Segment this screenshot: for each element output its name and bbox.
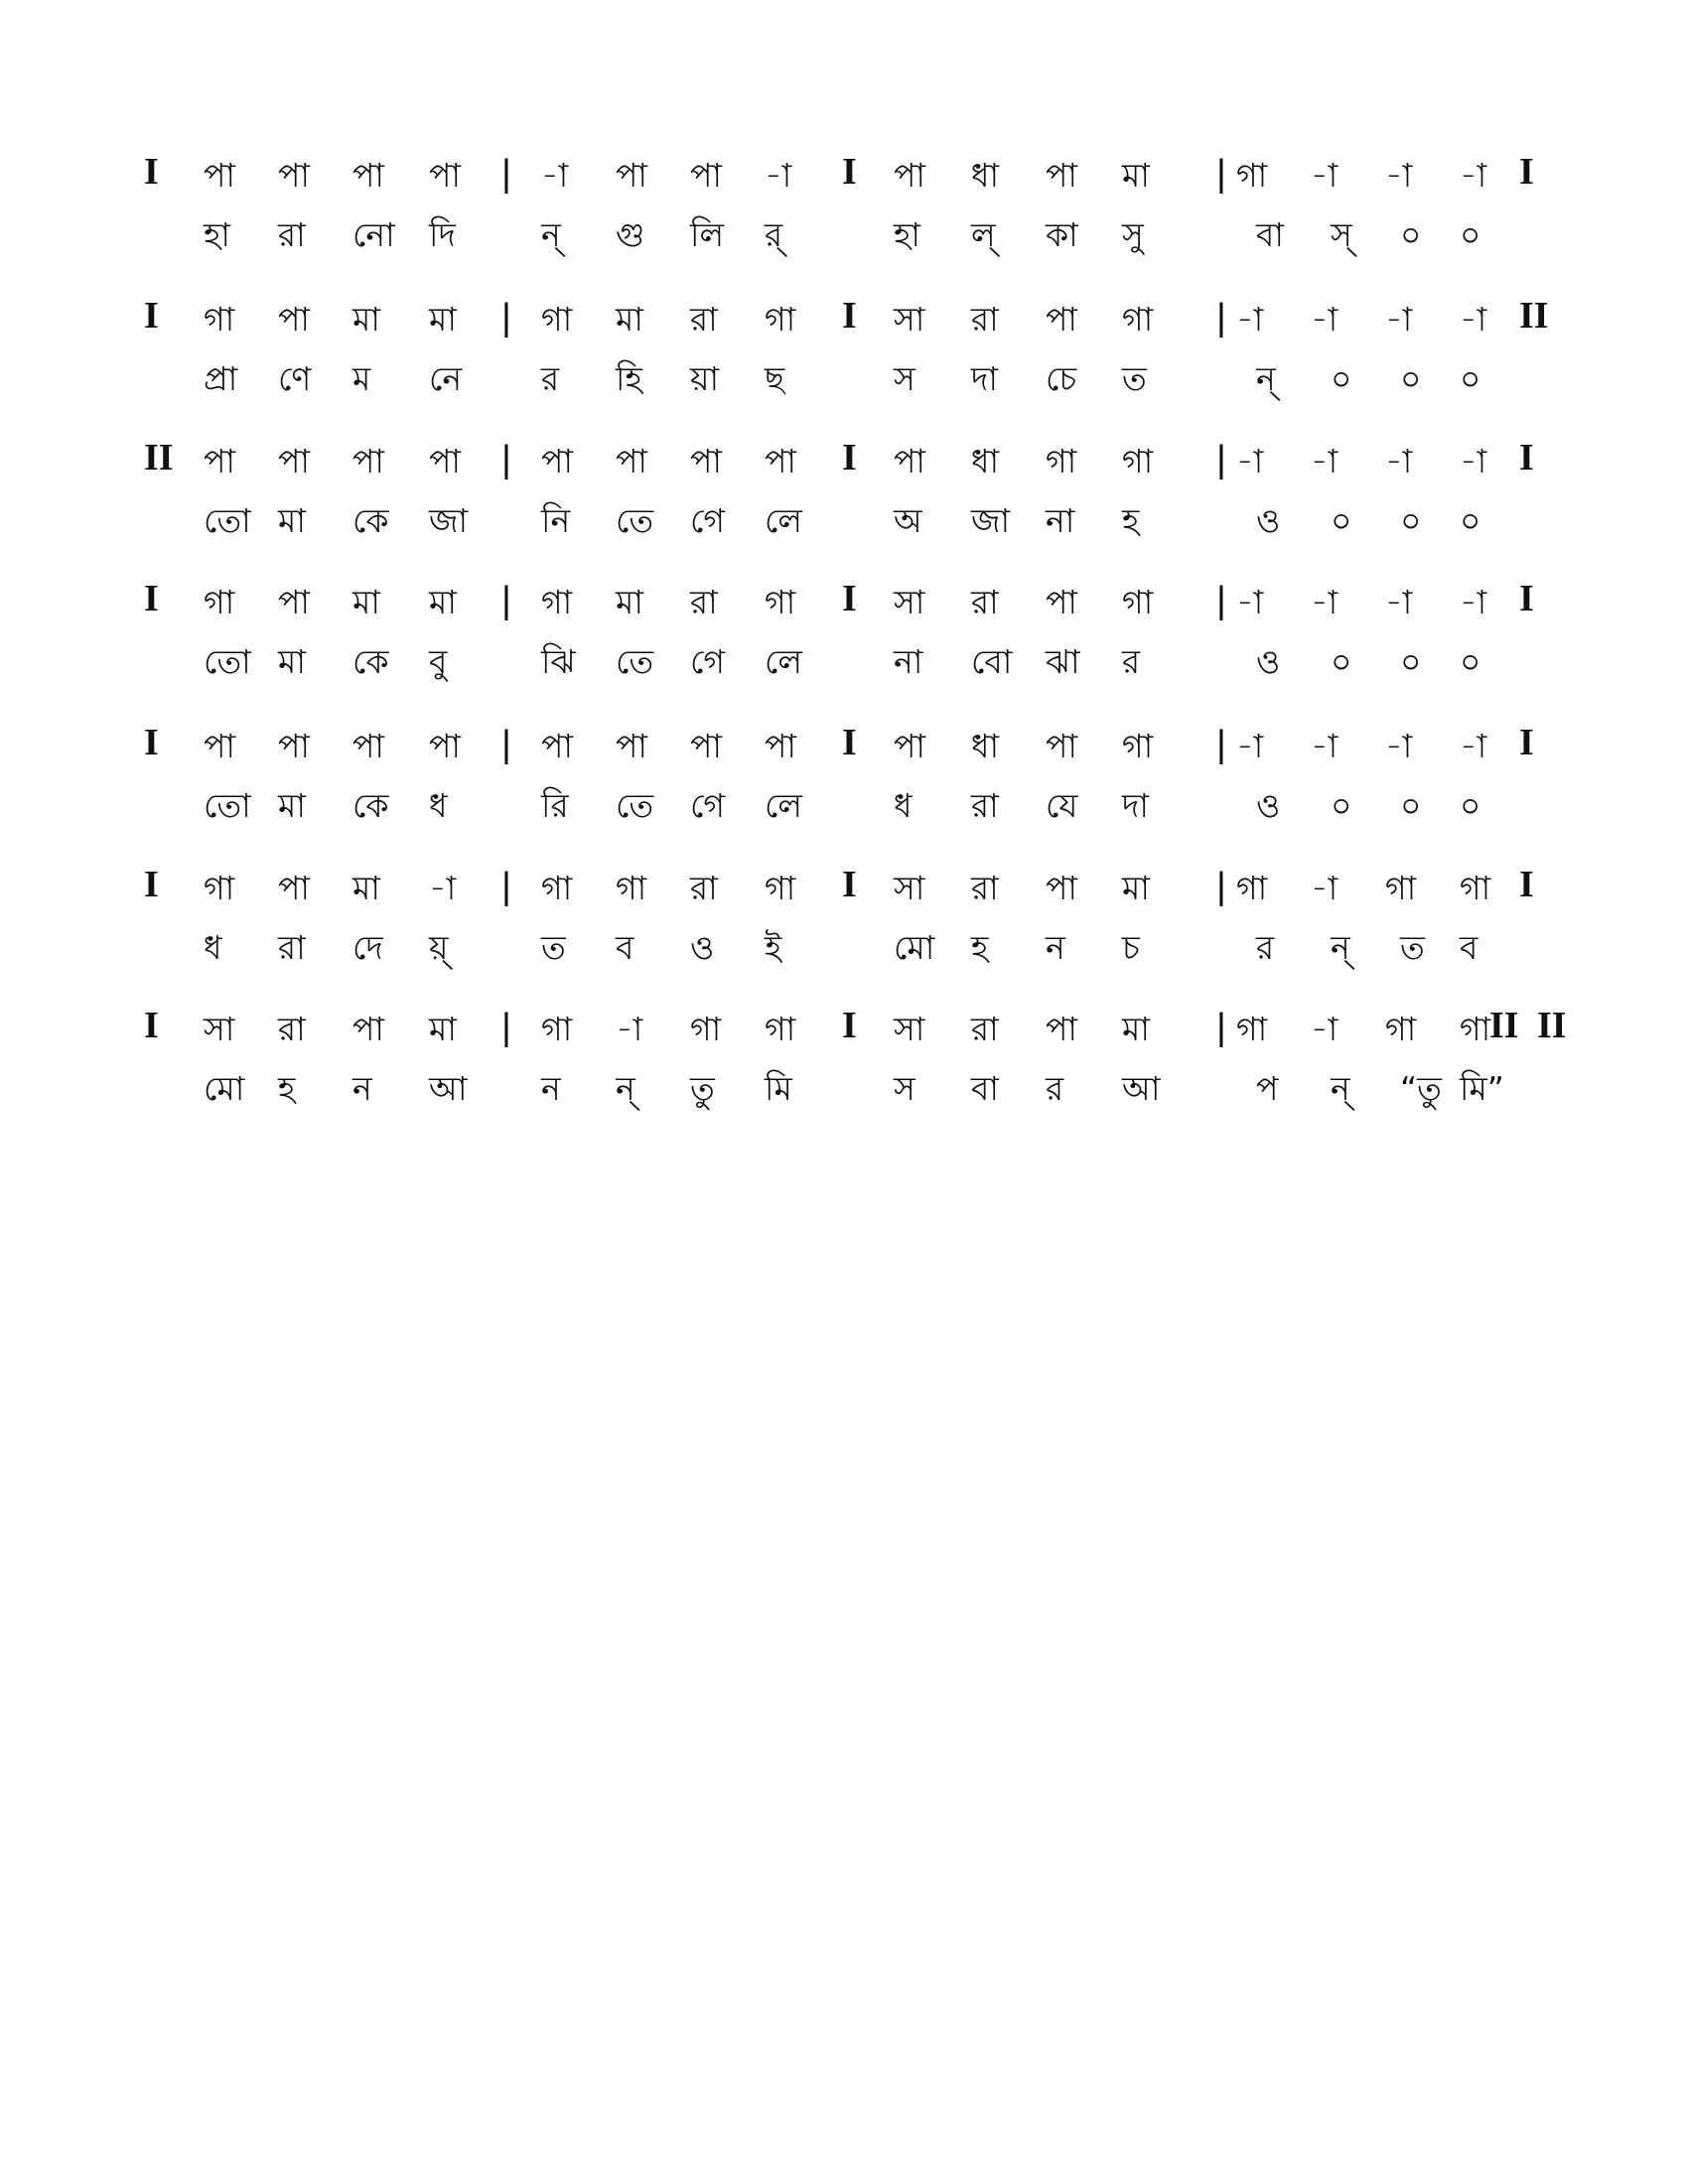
lyric-syllable: প xyxy=(1256,1069,1279,1108)
lyric-syllable: ০ xyxy=(1331,501,1352,540)
swara-note: -া xyxy=(1385,583,1413,621)
lyric-syllable: দে xyxy=(352,928,383,967)
lyric-syllable: ও xyxy=(1256,786,1281,825)
lyric-syllable: কে xyxy=(352,642,389,681)
beat-separator: | xyxy=(1216,580,1226,621)
lyric-syllable: তো xyxy=(204,642,251,681)
lyric-syllable: চে xyxy=(1046,359,1077,398)
swara-note: পা xyxy=(765,727,796,765)
swara-note: -া xyxy=(1311,156,1338,195)
swara-note: -া xyxy=(616,1010,643,1048)
lyric-syllable: লে xyxy=(765,642,802,681)
swara-note: -া xyxy=(1236,727,1264,765)
beat-separator: | xyxy=(1216,153,1226,195)
lyric-syllable: মি xyxy=(765,1069,792,1108)
swara-note: মা xyxy=(1122,869,1150,907)
lyric-syllable: ন্ xyxy=(1331,928,1350,967)
lyric-syllable: ও xyxy=(1256,501,1281,540)
swara-note: সা xyxy=(894,583,925,621)
swara-note: গা xyxy=(204,300,235,339)
swara-note: ধা xyxy=(971,156,1000,195)
swara-note: গা xyxy=(765,1010,796,1048)
lyric-syllable: যে xyxy=(1046,786,1078,825)
swara-note: -া xyxy=(1311,869,1338,907)
lyric-syllable: মা xyxy=(278,786,306,825)
swara-note: পা xyxy=(278,156,310,195)
lyric-syllable: রা xyxy=(278,215,306,254)
swara-note: -া xyxy=(1236,583,1264,621)
swara-note: রা xyxy=(971,300,999,339)
lyric-syllable: ত xyxy=(1400,928,1425,967)
swara-note: -া xyxy=(1385,727,1413,765)
lyric-syllable: ন্ xyxy=(541,215,561,254)
swara-note: গা xyxy=(1122,300,1154,339)
swara-note: গা xyxy=(1046,442,1077,480)
swara-note: পা xyxy=(1046,156,1077,195)
swara-note: পা xyxy=(352,727,384,765)
lyric-syllable: ধ xyxy=(429,786,448,825)
swara-note: -া xyxy=(541,156,569,195)
lyric-syllable: ন xyxy=(1046,928,1065,967)
bar-line: I xyxy=(842,1005,857,1046)
lyric-syllable: য়া xyxy=(690,359,720,398)
swara-note: মা xyxy=(616,300,643,339)
bar-line: I xyxy=(144,578,159,619)
beat-separator: | xyxy=(1216,1007,1226,1048)
swara-note: -া xyxy=(429,869,457,907)
lyric-syllable: হ xyxy=(278,1069,296,1108)
lyric-syllable: দা xyxy=(971,359,998,398)
lyric-syllable: সু xyxy=(1122,215,1144,254)
swara-note: গা xyxy=(1236,1010,1268,1048)
swara-note: পা xyxy=(204,156,235,195)
swara-note: -া xyxy=(765,156,792,195)
beat-separator: | xyxy=(1216,866,1226,907)
lyric-syllable: ০ xyxy=(1460,215,1481,254)
lyric-syllable: ম xyxy=(352,359,371,398)
lyric-syllable: ০ xyxy=(1400,359,1422,398)
swara-note: গা xyxy=(765,583,796,621)
lyric-syllable: মো xyxy=(894,928,935,967)
lyric-syllable: মা xyxy=(278,642,306,681)
lyric-syllable: জা xyxy=(971,501,1011,540)
swara-note: পা xyxy=(1046,1010,1077,1048)
swara-note: পা xyxy=(690,442,722,480)
lyric-syllable: ন্ xyxy=(1331,1069,1350,1108)
lyric-syllable: রা xyxy=(971,786,999,825)
swara-note: -া xyxy=(1460,156,1487,195)
lyric-syllable: য়্ xyxy=(429,928,449,967)
swara-note: গা xyxy=(204,583,235,621)
lyric-syllable: র xyxy=(541,359,560,398)
bar-line: II xyxy=(1537,1005,1567,1046)
lyric-syllable: ন xyxy=(541,1069,561,1108)
lyric-syllable: ছ xyxy=(765,359,784,398)
bar-line: II xyxy=(1519,295,1549,337)
lyric-syllable: ন xyxy=(352,1069,372,1108)
swara-note: পা xyxy=(204,727,235,765)
lyric-syllable: ল্ xyxy=(971,215,996,254)
lyric-syllable: ০ xyxy=(1460,786,1481,825)
swara-note: গা xyxy=(541,869,573,907)
bar-line: I xyxy=(144,722,159,763)
beat-separator: | xyxy=(501,724,511,765)
swara-note: পা xyxy=(352,156,384,195)
lyric-syllable: গে xyxy=(690,501,726,540)
swara-note: সা xyxy=(894,300,925,339)
swara-note: গা xyxy=(765,869,796,907)
swara-note: মা xyxy=(1122,156,1150,195)
bar-line: I xyxy=(1519,151,1534,193)
lyric-syllable: র xyxy=(1122,642,1141,681)
swara-note: -া xyxy=(1311,1010,1338,1048)
swara-note: গা xyxy=(1236,869,1268,907)
swara-note: সা xyxy=(894,1010,925,1048)
lyric-syllable: হা xyxy=(204,215,230,254)
bar-line: II xyxy=(144,437,174,478)
swara-note: ধা xyxy=(971,442,1000,480)
swara-note: রা xyxy=(690,300,718,339)
lyric-syllable: নো xyxy=(352,215,395,254)
lyric-syllable: র্ xyxy=(765,215,783,254)
lyric-syllable: দা xyxy=(1122,786,1149,825)
lyric-syllable: র xyxy=(1046,1069,1064,1108)
swara-note: মা xyxy=(616,583,643,621)
lyric-syllable: গে xyxy=(690,786,726,825)
swara-note: গা xyxy=(541,583,573,621)
lyric-syllable: তো xyxy=(204,501,251,540)
lyric-syllable: বো xyxy=(971,642,1013,681)
swara-note: গা xyxy=(1460,869,1491,907)
swara-note: গা xyxy=(1385,1010,1417,1048)
swara-note: গা xyxy=(1236,156,1268,195)
lyric-syllable: রি xyxy=(541,786,569,825)
swara-note: মা xyxy=(429,300,457,339)
lyric-syllable: মা xyxy=(278,501,306,540)
swara-note: পা xyxy=(616,156,647,195)
swara-note: গা xyxy=(690,1010,722,1048)
lyric-syllable: ধ xyxy=(894,786,913,825)
lyric-syllable: কা xyxy=(1046,215,1078,254)
beat-separator: | xyxy=(1216,724,1226,765)
lyric-syllable: লে xyxy=(765,786,802,825)
bar-line: I xyxy=(144,295,159,337)
swara-note: -া xyxy=(1385,300,1413,339)
beat-separator: | xyxy=(1216,439,1226,480)
swara-note: পা xyxy=(352,442,384,480)
lyric-syllable: তে xyxy=(616,501,654,540)
lyric-syllable: তে xyxy=(616,786,654,825)
lyric-syllable: বু xyxy=(429,642,448,681)
swara-note: রা xyxy=(971,869,999,907)
swara-note: রা xyxy=(278,1010,306,1048)
bar-line: I xyxy=(842,722,857,763)
bar-line: I xyxy=(144,151,159,193)
swara-note: পা xyxy=(278,583,310,621)
swara-note: সা xyxy=(894,869,925,907)
swara-note: পা xyxy=(1046,583,1077,621)
swara-note: রা xyxy=(690,583,718,621)
swara-note: পা xyxy=(278,300,310,339)
lyric-syllable: ব xyxy=(616,928,634,967)
swara-note: পা xyxy=(1046,727,1077,765)
swara-note: গা xyxy=(765,300,796,339)
lyric-syllable: ধ xyxy=(204,928,222,967)
lyric-syllable: কে xyxy=(352,786,389,825)
beat-separator: | xyxy=(501,153,511,195)
lyric-syllable: না xyxy=(894,642,923,681)
swara-note: গা xyxy=(1122,583,1154,621)
lyric-syllable: ঝি xyxy=(541,642,576,681)
bar-line: I xyxy=(842,864,857,905)
beat-separator: | xyxy=(501,439,511,480)
swara-note: পা xyxy=(690,727,722,765)
lyric-syllable: অ xyxy=(894,501,922,540)
swara-note: সা xyxy=(204,1010,235,1048)
swara-note: পা xyxy=(278,442,310,480)
swara-note: পা xyxy=(690,156,722,195)
lyric-syllable: তু xyxy=(690,1069,715,1108)
swara-note: পা xyxy=(616,442,647,480)
lyric-syllable: হ xyxy=(971,928,989,967)
lyric-syllable: ০ xyxy=(1400,642,1422,681)
bar-line: I xyxy=(1519,437,1534,478)
lyric-syllable: গে xyxy=(690,642,726,681)
lyric-syllable: ত xyxy=(1122,359,1147,398)
swara-note: গা xyxy=(1385,869,1417,907)
swara-note: -া xyxy=(1460,727,1487,765)
lyric-syllable: তো xyxy=(204,786,251,825)
swara-note: গা xyxy=(1122,727,1154,765)
lyric-syllable: না xyxy=(1046,501,1075,540)
bar-line: I xyxy=(144,864,159,905)
swara-note: পা xyxy=(429,727,461,765)
lyric-syllable: র xyxy=(1256,928,1275,967)
lyric-syllable: ব xyxy=(1460,928,1478,967)
bar-line: I xyxy=(1519,578,1534,619)
lyric-syllable: ০ xyxy=(1331,642,1352,681)
lyric-syllable: হি xyxy=(616,359,642,398)
swara-note: গা xyxy=(204,869,235,907)
bar-line: I xyxy=(842,295,857,337)
bar-line: I xyxy=(144,1005,159,1046)
swara-note: রা xyxy=(690,869,718,907)
swara-note: পা xyxy=(894,442,925,480)
lyric-syllable: লি xyxy=(690,215,725,254)
swara-note: গা xyxy=(1460,1010,1491,1048)
swara-note: পা xyxy=(429,156,461,195)
swara-note: গা xyxy=(1122,442,1154,480)
beat-separator: | xyxy=(501,1007,511,1048)
swara-note: মা xyxy=(352,583,380,621)
swara-note: পা xyxy=(765,442,796,480)
lyric-syllable: রা xyxy=(278,928,306,967)
lyric-syllable: আ xyxy=(429,1069,468,1108)
lyric-syllable: ও xyxy=(690,928,715,967)
lyric-syllable: ণে xyxy=(278,359,312,398)
swara-note: পা xyxy=(616,727,647,765)
swara-note: -া xyxy=(1311,583,1338,621)
lyric-syllable: বা xyxy=(971,1069,999,1108)
lyric-syllable: ০ xyxy=(1400,786,1422,825)
swara-note: মা xyxy=(352,300,380,339)
lyric-syllable: নে xyxy=(429,359,463,398)
lyric-syllable: তে xyxy=(616,642,654,681)
lyric-syllable: প্রা xyxy=(204,359,238,398)
lyric-syllable: ন্ xyxy=(616,1069,635,1108)
bar-line: I xyxy=(842,578,857,619)
swara-note: -া xyxy=(1236,300,1264,339)
beat-separator: | xyxy=(501,580,511,621)
bar-line: II xyxy=(1489,1005,1519,1046)
lyric-syllable: জা xyxy=(429,501,469,540)
lyric-syllable: স xyxy=(894,359,915,398)
swara-note: -া xyxy=(1385,156,1413,195)
lyric-syllable: ই xyxy=(765,928,782,967)
swara-note: পা xyxy=(204,442,235,480)
lyric-syllable: হা xyxy=(894,215,920,254)
lyric-syllable: ০ xyxy=(1460,359,1481,398)
swara-note: -া xyxy=(1311,442,1338,480)
lyric-syllable: ০ xyxy=(1400,501,1422,540)
swara-note: পা xyxy=(278,727,310,765)
swara-note: পা xyxy=(541,727,573,765)
lyric-syllable: স্ xyxy=(1331,215,1352,254)
lyric-syllable: দি xyxy=(429,215,456,254)
lyric-syllable: ০ xyxy=(1331,359,1352,398)
swara-note: পা xyxy=(894,156,925,195)
swara-note: গা xyxy=(616,869,647,907)
bar-line: I xyxy=(842,151,857,193)
lyric-syllable: গু xyxy=(616,215,645,254)
lyric-syllable: ০ xyxy=(1460,642,1481,681)
lyric-syllable: ০ xyxy=(1460,501,1481,540)
swara-note: মা xyxy=(1122,1010,1150,1048)
lyric-syllable: স xyxy=(894,1069,915,1108)
beat-separator: | xyxy=(1216,297,1226,339)
lyric-syllable: ০ xyxy=(1331,786,1352,825)
swara-note: ধা xyxy=(971,727,1000,765)
swara-note: রা xyxy=(971,583,999,621)
swara-note: পা xyxy=(894,727,925,765)
lyric-syllable: মি” xyxy=(1460,1069,1504,1108)
swara-note: পা xyxy=(1046,869,1077,907)
swara-note: পা xyxy=(352,1010,384,1048)
swara-note: -া xyxy=(1311,727,1338,765)
bar-line: I xyxy=(1519,864,1534,905)
swara-note: গা xyxy=(541,1010,573,1048)
swara-note: গা xyxy=(541,300,573,339)
swara-note: মা xyxy=(429,1010,457,1048)
bar-line: I xyxy=(842,437,857,478)
swara-note: মা xyxy=(429,583,457,621)
lyric-syllable: ন্ xyxy=(1256,359,1276,398)
lyric-syllable: নি xyxy=(541,501,571,540)
bar-line: I xyxy=(1519,722,1534,763)
swara-note: -া xyxy=(1236,442,1264,480)
lyric-syllable: চ xyxy=(1122,928,1140,967)
swara-note: -া xyxy=(1311,300,1338,339)
beat-separator: | xyxy=(501,297,511,339)
lyric-syllable: লে xyxy=(765,501,802,540)
swara-note: -া xyxy=(1460,300,1487,339)
swara-note: পা xyxy=(1046,300,1077,339)
swara-note: -া xyxy=(1460,583,1487,621)
lyric-syllable: বা xyxy=(1256,215,1284,254)
swara-note: পা xyxy=(429,442,461,480)
beat-separator: | xyxy=(501,866,511,907)
lyric-syllable: “তু xyxy=(1400,1069,1442,1108)
lyric-syllable: কে xyxy=(352,501,389,540)
swara-note: রা xyxy=(971,1010,999,1048)
swara-note: পা xyxy=(278,869,310,907)
swara-note: -া xyxy=(1460,442,1487,480)
swara-note: -া xyxy=(1385,442,1413,480)
swara-note: পা xyxy=(541,442,573,480)
lyric-syllable: হ xyxy=(1122,501,1140,540)
lyric-syllable: আ xyxy=(1122,1069,1161,1108)
lyric-syllable: ঝা xyxy=(1046,642,1080,681)
lyric-syllable: ও xyxy=(1256,642,1281,681)
lyric-syllable: ০ xyxy=(1400,215,1422,254)
lyric-syllable: ত xyxy=(541,928,566,967)
lyric-syllable: মো xyxy=(204,1069,245,1108)
swara-note: মা xyxy=(352,869,380,907)
